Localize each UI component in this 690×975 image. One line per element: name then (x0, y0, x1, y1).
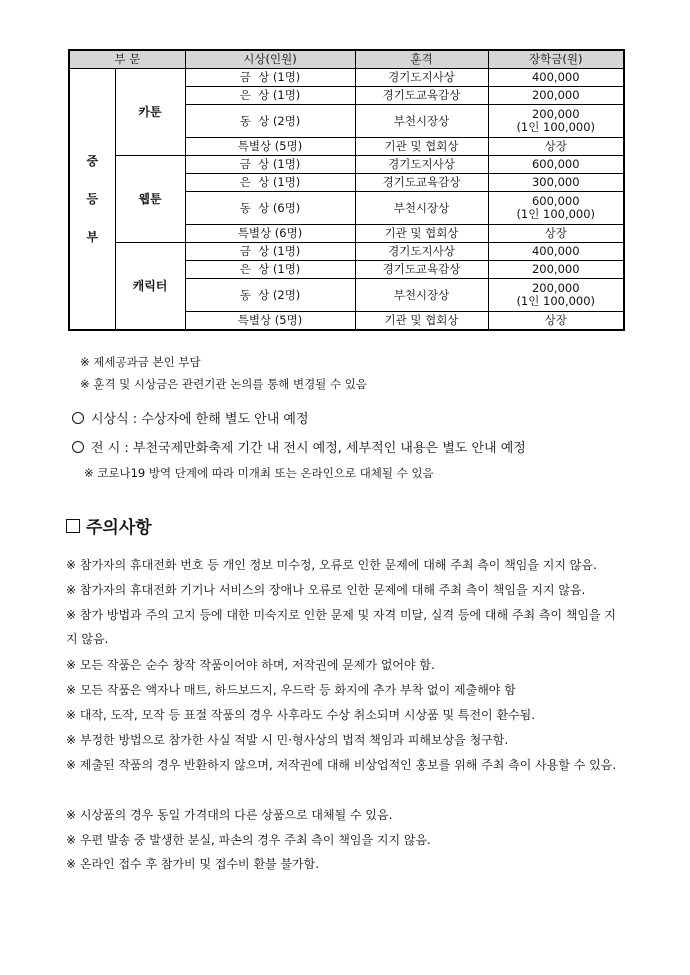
scholarship-cell (488, 69, 624, 87)
honor-cell: 경기도지사상 (355, 156, 488, 174)
scholarship-amount: 400,000 (531, 244, 580, 258)
category-cell: 웹툰 (115, 156, 185, 243)
caution-item: ※ 제출된 작품의 경우 반환하지 않으며, 저작권에 대해 비상업적인 홍보를 위해 주최 측이 사용할 수 있음. (66, 758, 617, 772)
exhibition-note: ※ 코로나19 방역 단계에 따라 미개최 또는 온라인으로 대체될 수 있음 (84, 466, 434, 480)
circle-bullet-icon (72, 441, 84, 453)
honor-cell: 경기도지사상 (355, 69, 488, 87)
scholarship-cell (488, 87, 624, 105)
scholarship-cell (488, 261, 624, 279)
award-cell: 은 상 (1명) (185, 87, 355, 105)
scholarship-amount: 200,000 (531, 281, 580, 295)
table-note-tax: ※ 제세공과금 본인 부담 (80, 355, 201, 369)
caution-item: ※ 참가자의 휴대전화 번호 등 개인 정보 미수정, 오류로 인한 문제에 대해 주최 측이 책임을 지지 않음. (66, 558, 597, 572)
honor-cell: 기관 및 협회상 (355, 312, 488, 331)
award-cell: 동 상 (6명) (185, 192, 355, 225)
honor-cell: 부천시장상 (355, 105, 488, 138)
caution-item: ※ 시상품의 경우 동일 가격대의 다른 상품으로 대체될 수 있음. (66, 808, 393, 822)
scholarship-amount: (1인 100,000) (516, 207, 596, 221)
scholarship-amount: (1인 100,000) (516, 120, 596, 134)
honor-cell: 경기도지사상 (355, 243, 488, 261)
award-cell: 은 상 (1명) (185, 174, 355, 192)
caution-item: ※ 모든 작품은 액자나 매트, 하드보드지, 우드락 등 화지에 추가 부착 없이 제출해야 함 (66, 683, 516, 697)
award-cell: 동 상 (2명) (185, 279, 355, 312)
division-cell: 중 등 부 (69, 69, 115, 331)
awards-table-body (69, 69, 624, 331)
caution-item: ※ 우편 발송 중 발생한 분실, 파손의 경우 주최 측이 책임을 지지 않음. (66, 833, 431, 847)
award-cell: 금 상 (1명) (185, 243, 355, 261)
scholarship-cell (488, 312, 624, 331)
circle-bullet-icon (72, 412, 84, 424)
table-row (69, 156, 624, 174)
award-cell: 특별상 (5명) (185, 138, 355, 156)
scholarship-amount: 200,000 (531, 107, 580, 121)
honor-cell: 기관 및 협회상 (355, 225, 488, 243)
award-cell: 특별상 (5명) (185, 312, 355, 331)
section-title (66, 513, 152, 538)
header-division: 부 문 (69, 50, 185, 69)
table-row (69, 243, 624, 261)
caution-item: ※ 모든 작품은 순수 창작 작품이어야 하며, 저작권에 문제가 없어야 함. (66, 658, 435, 672)
category-cell: 캐릭터 (115, 243, 185, 331)
caution-item: ※ 부정한 방법으로 참가한 사실 적발 시 민·형사상의 법적 책임과 피해보상을 청구함. (66, 733, 509, 747)
scholarship-cell (488, 279, 624, 312)
scholarship-amount: (1인 100,000) (516, 294, 596, 308)
scholarship-amount: 상장 (544, 139, 567, 153)
scholarship-amount: 상장 (544, 226, 567, 240)
scholarship-cell (488, 156, 624, 174)
scholarship-amount: 200,000 (531, 88, 580, 102)
award-cell: 금 상 (1명) (185, 156, 355, 174)
header-scholarship: 장학금(원) (488, 50, 624, 69)
square-box-icon (66, 519, 80, 533)
table-note-change: ※ 훈격 및 시상금은 관련기관 논의를 통해 변경될 수 있음 (80, 377, 367, 391)
scholarship-amount: 600,000 (531, 157, 580, 171)
scholarship-cell (488, 243, 624, 261)
honor-cell: 기관 및 협회상 (355, 138, 488, 156)
table-header-row (69, 50, 624, 69)
award-cell: 은 상 (1명) (185, 261, 355, 279)
section-title-text: 주의사항 (86, 518, 152, 538)
exhibition-text: 전 시 : 부천국제만화축제 기간 내 전시 예정, 세부적인 내용은 별도 안내 예정 (91, 441, 526, 456)
header-honor: 훈격 (355, 50, 488, 69)
ceremony-text: 시상식 : 수상자에 한해 별도 안내 예정 (91, 412, 309, 427)
honor-cell: 부천시장상 (355, 192, 488, 225)
scholarship-cell (488, 225, 624, 243)
caution-item: ※ 온라인 접수 후 참가비 및 접수비 환불 불가함. (66, 857, 320, 871)
scholarship-amount: 400,000 (531, 70, 580, 84)
award-cell: 동 상 (2명) (185, 105, 355, 138)
scholarship-cell (488, 105, 624, 138)
scholarship-amount: 300,000 (531, 175, 580, 189)
scholarship-amount: 상장 (544, 313, 567, 327)
table-row (69, 69, 624, 87)
header-prize-count: 시상(인원) (185, 50, 355, 69)
scholarship-amount: 600,000 (531, 194, 580, 208)
caution-item: ※ 참가 방법과 주의 고지 등에 대한 미숙지로 인한 문제 및 자격 미달, 실격 등에 대해 주최 측이 책임을 지지 않음. (66, 608, 617, 646)
honor-cell: 경기도교육감상 (355, 87, 488, 105)
scholarship-cell (488, 192, 624, 225)
scholarship-cell (488, 174, 624, 192)
ceremony-line (72, 408, 309, 427)
exhibition-line (72, 437, 526, 456)
awards-table (68, 49, 625, 331)
scholarship-amount: 200,000 (531, 262, 580, 276)
award-cell: 금 상 (1명) (185, 69, 355, 87)
scholarship-cell (488, 138, 624, 156)
honor-cell: 경기도교육감상 (355, 261, 488, 279)
category-cell: 카툰 (115, 69, 185, 156)
honor-cell: 부천시장상 (355, 279, 488, 312)
caution-item: ※ 참가자의 휴대전화 기기나 서비스의 장애나 오류로 인한 문제에 대해 주최 측이 책임을 지지 않음. (66, 583, 586, 597)
honor-cell: 경기도교육감상 (355, 174, 488, 192)
award-cell: 특별상 (6명) (185, 225, 355, 243)
caution-item: ※ 대작, 도작, 모작 등 표절 작품의 경우 사후라도 수상 취소되며 시상품 및 특전이 환수됨. (66, 708, 536, 722)
